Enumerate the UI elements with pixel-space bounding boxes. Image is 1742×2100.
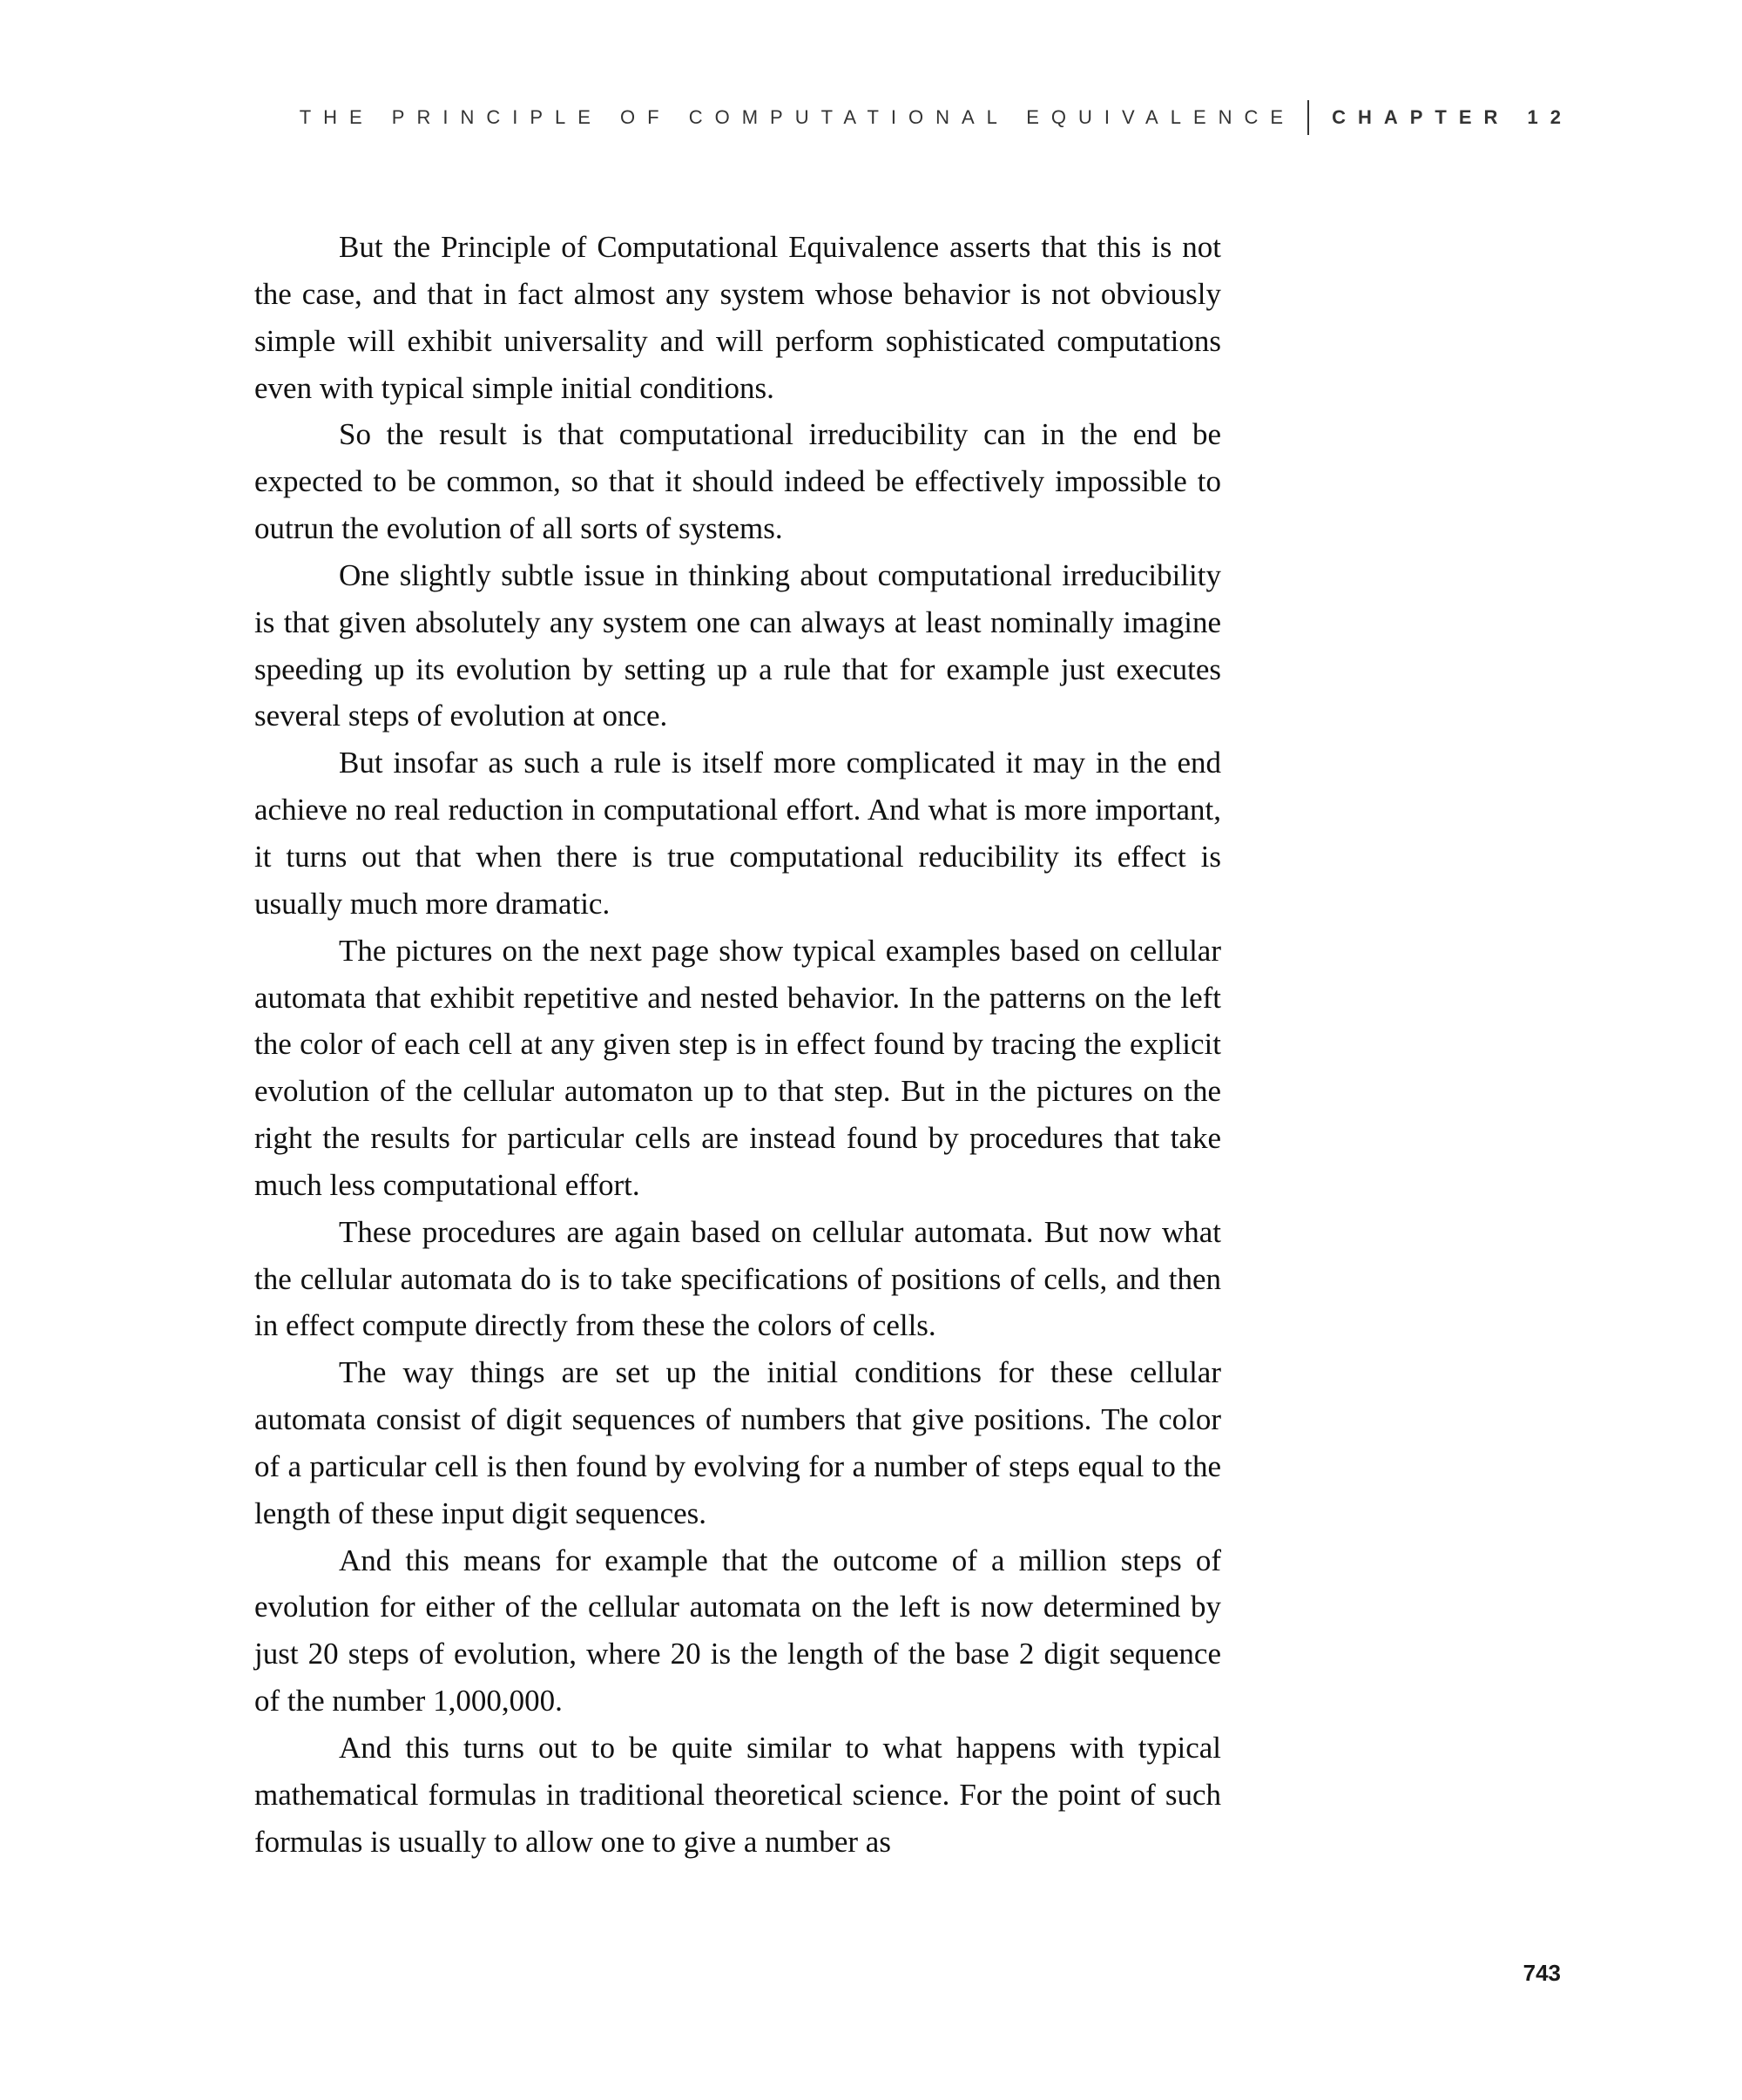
chapter-label: CHAPTER 12 [1332, 106, 1573, 128]
running-header [0, 100, 1573, 135]
paragraph: So the result is that computational irreducibility can in the end be expected to be common, so that it should indeed be effectively impossible to outrun the evolution of all sorts of systems. [254, 417, 1221, 546]
paragraph: The pictures on the next page show typical examples based on cellular automata that exhibit repetitive and nested behavior. In the patterns on the left the color of each cell at any given step is in effect found by tracing the explicit evolution of the cellular automaton up to that step. But in the pictures on the right the results for particular cells are instead found by procedures that take much less computational effort. [254, 933, 1221, 1202]
paragraph: These procedures are again based on cellular automata. But now what the cellular automata do is to take specifications of positions of cells, and then in effect compute directly from these the colors of cells. [254, 1214, 1221, 1343]
page-number: 743 [1523, 1960, 1561, 1986]
paragraph: But the Principle of Computational Equivalence asserts that this is not the case, and that in fact almost any system whose behavior is not obviously simple will exhibit universality and will perform sophisticated computations even with typical simple initial conditions. [254, 230, 1221, 405]
book-title: THE PRINCIPLE OF COMPUTATIONAL EQUIVALENCE [299, 106, 1296, 128]
header-divider [1307, 100, 1309, 135]
paragraph: The way things are set up the initial conditions for these cellular automata consist of digit sequences of numbers that give positions. The color of a particular cell is then found by evolving for a number of steps equal to the length of these input digit sequences. [254, 1355, 1221, 1530]
paragraph: And this means for example that the outcome of a million steps of evolution for either of the cellular automata on the left is now determined by just 20 steps of evolution, where 20 is the length of the base 2 digit sequence of the number 1,000,000. [254, 1543, 1221, 1718]
body-text [254, 224, 1221, 1866]
paragraph: And this turns out to be quite similar to what happens with typical mathematical formulas in traditional theoretical science. For the point of such formulas is usually to allow one to give a number as [254, 1731, 1221, 1859]
paragraph: One slightly subtle issue in thinking about computational irreducibility is that given absolutely any system one can always at least nominally imagine speeding up its evolution by setting up a rule that for example just executes several steps of evolution at once. [254, 557, 1221, 733]
paragraph: But insofar as such a rule is itself more complicated it may in the end achieve no real reduction in computational effort. And what is more important, it turns out that when there is true computational reducibility its effect is usually much more dramatic. [254, 746, 1221, 921]
